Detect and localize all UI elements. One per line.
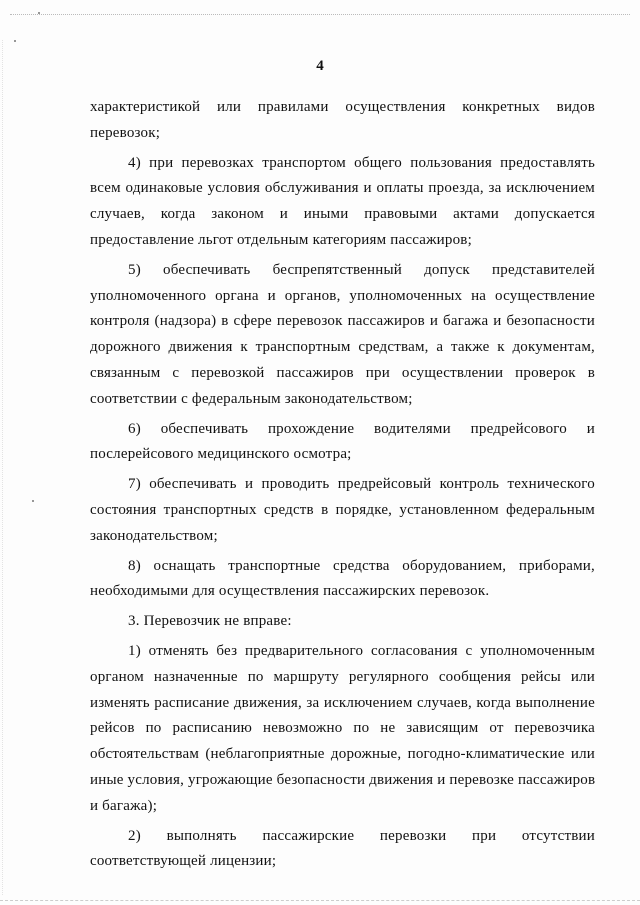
text-line: случаев, когда законом и иными правовыми актами допускается — [90, 206, 595, 223]
text-line: предоставление льгот отдельным категориям пассажиров; — [90, 231, 472, 248]
scan-artifact-bottom — [0, 900, 640, 902]
paragraph-item-7 — [90, 472, 595, 549]
text-line: и багажа); — [90, 797, 158, 814]
text-line: послерейсового медицинского осмотра; — [90, 446, 352, 463]
text-line: необходимыми для осуществления пассажирских перевозок. — [90, 583, 490, 600]
text-line: 6) обеспечивать прохождение водителями предрейсового и — [128, 420, 595, 437]
scan-speck — [38, 12, 40, 14]
text-line: перевозок; — [90, 124, 161, 141]
text-line: 4) при перевозках транспортом общего пользования предоставлять — [128, 154, 595, 171]
paragraph-item-5 — [90, 258, 595, 413]
scan-speck — [14, 40, 16, 42]
text-line: состояния транспортных средств в порядке, установленном федеральным — [90, 501, 595, 518]
text-line: контроля (надзора) в сфере перевозок пассажиров и багажа и безопасности — [90, 313, 595, 330]
scan-artifact-left — [2, 40, 4, 895]
text-line: соответствии с федеральным законодательством; — [90, 390, 413, 407]
text-line: обстоятельствам (неблагоприятные дорожные, погодно-климатические или — [90, 746, 595, 763]
text-line: дорожного движения к транспортным средствам, а также к документам, — [90, 339, 595, 356]
paragraph-item-3-2 — [90, 824, 595, 876]
text-line: 8) оснащать транспортные средства оборудованием, приборами, — [128, 557, 595, 574]
text-line: 1) отменять без предварительного согласования с уполномоченным — [128, 642, 595, 659]
scan-artifact-top — [10, 14, 630, 16]
text-line: связанным с перевозкой пассажиров при осуществлении проверок в — [90, 364, 595, 381]
text-line: характеристикой или правилами осуществления конкретных видов — [90, 99, 595, 115]
text-line: соответствующей лицензии; — [90, 853, 277, 870]
text-line: иные условия, угрожающие безопасности движения и перевозке пассажиров — [90, 771, 596, 788]
text-line: 3. Перевозчик не вправе: — [128, 613, 292, 630]
paragraph-item-4 — [90, 151, 595, 254]
text-line: всем одинаковые условия обслуживания и оплаты проезда, за исключением — [90, 180, 595, 197]
text-line: 5) обеспечивать беспрепятственный допуск представителей — [128, 261, 595, 278]
paragraph-cont — [90, 95, 595, 147]
page-number: 4 — [316, 58, 324, 74]
text-line: изменять расписание движения, за исключением случаев, когда выполнение — [90, 694, 595, 711]
text-line: 7) обеспечивать и проводить предрейсовый контроль технического — [128, 476, 595, 493]
paragraph-item-3-1 — [90, 639, 595, 820]
paragraph-item-6 — [90, 417, 595, 469]
text-line: уполномоченного органа и органов, уполномоченных на осуществление — [90, 287, 595, 304]
text-line: органом назначенные по маршруту регулярного сообщения рейсы или — [90, 668, 595, 685]
text-line: рейсов по расписанию невозможно по не зависящим от перевозчика — [90, 720, 595, 737]
paragraph-section-3 — [90, 609, 595, 635]
document-body — [90, 95, 595, 879]
paragraph-item-8 — [90, 554, 595, 606]
scan-speck — [32, 500, 34, 502]
text-line: 2) выполнять пассажирские перевозки при отсутствии — [128, 827, 595, 844]
text-line: законодательством; — [90, 527, 218, 544]
